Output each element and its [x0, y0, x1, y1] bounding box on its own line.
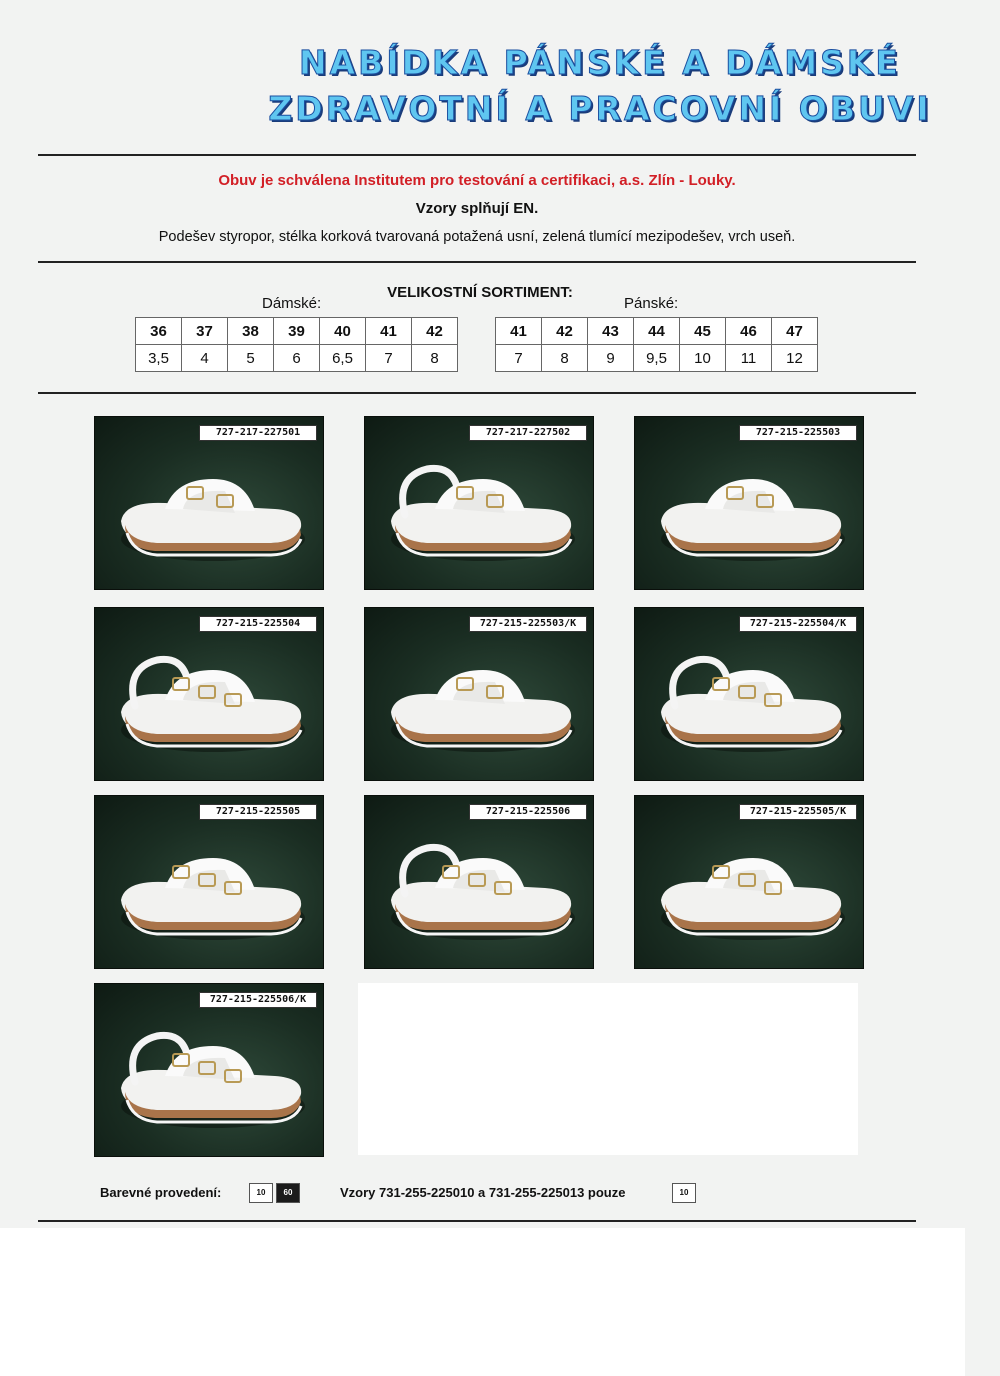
size-cell: 9,5: [634, 345, 680, 372]
product-card: [94, 416, 324, 590]
product-card: [364, 416, 594, 590]
product-card: [364, 795, 594, 969]
mens-size-table: [495, 317, 818, 372]
product-card: [634, 416, 864, 590]
sandal-photo: [365, 608, 593, 780]
size-cell: 5: [228, 345, 274, 372]
product-card: [634, 795, 864, 969]
size-cell: 7: [496, 345, 542, 372]
note-color-swatch-10: 10: [672, 1183, 696, 1203]
mens-uk-row: [496, 345, 818, 372]
size-cell: 11: [726, 345, 772, 372]
page-title: [260, 40, 940, 132]
product-code-label: 727-215-225505: [199, 804, 317, 820]
mens-eu-row: [496, 318, 818, 345]
size-cell: 45: [680, 318, 726, 345]
product-code-label: 727-215-225505/K: [739, 804, 857, 820]
size-cell: 46: [726, 318, 772, 345]
size-cell: 40: [320, 318, 366, 345]
sandal-photo: [95, 417, 323, 589]
product-card: [364, 607, 594, 781]
womens-uk-row: [136, 345, 458, 372]
product-card: [634, 607, 864, 781]
size-cell: 8: [542, 345, 588, 372]
sandal-photo: [365, 796, 593, 968]
size-cell: 43: [588, 318, 634, 345]
sandal-photo: [635, 608, 863, 780]
divider-sizes: [38, 392, 916, 394]
materials-text: Podešev styropor, stélka korková tvarovaná potažená usní, zelená tlumící mezipodešev, vrch useň.: [158, 229, 796, 245]
standard-text: Vzory splňují EN.: [415, 200, 539, 217]
product-code-label: 727-217-227501: [199, 425, 317, 441]
womens-label: Dámské:: [262, 295, 322, 312]
womens-size-table: [135, 317, 458, 372]
divider-top: [38, 154, 916, 156]
color-swatch-60: 60: [276, 1183, 300, 1203]
size-cell: 10: [680, 345, 726, 372]
product-card: [94, 795, 324, 969]
product-card: [94, 983, 324, 1157]
size-cell: 41: [366, 318, 412, 345]
product-code-label: 727-215-225503: [739, 425, 857, 441]
sandal-photo: [95, 796, 323, 968]
title-line-1: NABÍDKA PÁNSKÉ A DÁMSKÉ: [299, 43, 901, 82]
certification-text: Obuv je schválena Institutem pro testování a certifikaci, a.s. Zlín - Louky.: [218, 172, 736, 189]
models-note: Vzory 731-255-225010 a 731-255-225013 pouze: [340, 1185, 626, 1200]
product-code-label: 727-215-225506: [469, 804, 587, 820]
divider-info: [38, 261, 916, 263]
sandal-photo: [365, 417, 593, 589]
divider-bottom: [38, 1220, 916, 1222]
size-cell: 38: [228, 318, 274, 345]
empty-slot: [358, 983, 858, 1155]
sandal-photo: [635, 796, 863, 968]
size-cell: 9: [588, 345, 634, 372]
mens-label: Pánské:: [624, 295, 679, 312]
size-cell: 44: [634, 318, 680, 345]
size-cell: 37: [182, 318, 228, 345]
size-cell: 47: [772, 318, 818, 345]
product-code-label: 727-215-225503/K: [469, 616, 587, 632]
size-cell: 6: [274, 345, 320, 372]
size-cell: 42: [412, 318, 458, 345]
product-code-label: 727-217-227502: [469, 425, 587, 441]
sandal-photo: [95, 984, 323, 1156]
size-cell: 41: [496, 318, 542, 345]
product-code-label: 727-215-225504: [199, 616, 317, 632]
size-cell: 7: [366, 345, 412, 372]
size-cell: 6,5: [320, 345, 366, 372]
product-code-label: 727-215-225504/K: [739, 616, 857, 632]
sandal-photo: [635, 417, 863, 589]
size-cell: 36: [136, 318, 182, 345]
size-cell: 39: [274, 318, 320, 345]
title-line-2: ZDRAVOTNÍ A PRACOVNÍ OBUVI: [268, 89, 932, 128]
size-cell: 3,5: [136, 345, 182, 372]
size-cell: 12: [772, 345, 818, 372]
size-cell: 4: [182, 345, 228, 372]
size-range-heading: VELIKOSTNÍ SORTIMENT:: [387, 284, 573, 301]
size-cell: 42: [542, 318, 588, 345]
product-code-label: 727-215-225506/K: [199, 992, 317, 1008]
color-swatch-10: 10: [249, 1183, 273, 1203]
bottom-blank-area: [0, 1228, 965, 1376]
product-card: [94, 607, 324, 781]
colors-label: Barevné provedení:: [100, 1185, 222, 1200]
womens-eu-row: [136, 318, 458, 345]
size-cell: 8: [412, 345, 458, 372]
sandal-photo: [95, 608, 323, 780]
